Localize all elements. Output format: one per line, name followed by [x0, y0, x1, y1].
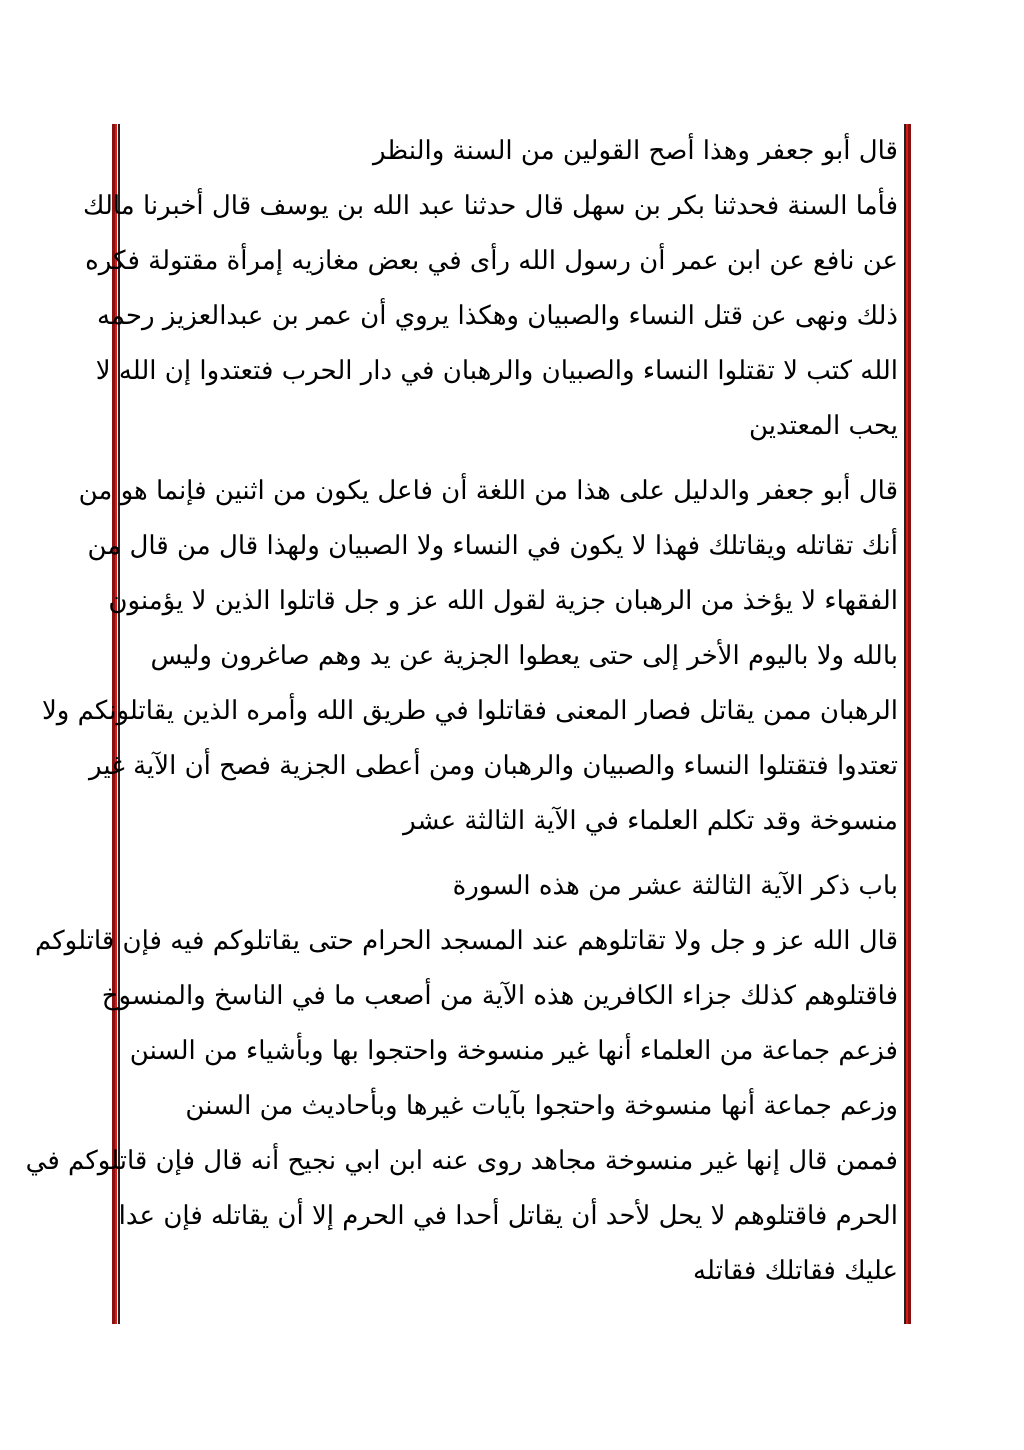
right-border-decoration	[904, 124, 912, 1324]
text-line: عن نافع عن ابن عمر أن رسول الله رأى في بعض مغازيه إمرأة مقتولة فكره	[85, 246, 898, 276]
text-line: الرهبان ممن يقاتل فصار المعنى فقاتلوا في طريق الله وأمره الذين يقاتلونكم ولا	[41, 696, 898, 726]
text-line: فممن قال إنها غير منسوخة مجاهد روى عنه ابن ابي نجيح أنه قال فإن قاتلوكم في	[25, 1146, 898, 1176]
text-line: قال أبو جعفر وهذا أصح القولين من السنة والنظر	[373, 136, 898, 166]
text-line: فاقتلوهم كذلك جزاء الكافرين هذه الآية من أصعب ما في الناسخ والمنسوخ	[101, 981, 898, 1011]
text-line: ذلك ونهى عن قتل النساء والصبيان وهكذا يروي أن عمر بن عبدالعزيز رحمه	[96, 301, 898, 331]
text-line: تعتدوا فتقتلوا النساء والصبيان والرهبان ومن أعطى الجزية فصح أن الآية غير	[89, 751, 898, 781]
paragraph-3	[25, 859, 902, 1299]
text-line: وزعم جماعة أنها منسوخة واحتجوا بآيات غيرها وبأحاديث من السنن	[185, 1091, 898, 1121]
text-line: الحرم فاقتلوهم لا يحل لأحد أن يقاتل أحدا في الحرم إلا أن يقاتله فإن عدا	[118, 1201, 898, 1231]
text-line: بالله ولا باليوم الأخر إلى حتى يعطوا الجزية عن يد وهم صاغرون وليس	[150, 641, 898, 671]
text-line: فزعم جماعة من العلماء أنها غير منسوخة واحتجوا بها وبأشياء من السنن	[129, 1036, 898, 1066]
text-line: قال الله عز و جل ولا تقاتلوهم عند المسجد الحرام حتى يقاتلوكم فيه فإن قاتلوكم	[34, 926, 898, 956]
text-line: الفقهاء لا يؤخذ من الرهبان جزية لقول الله عز و جل قاتلوا الذين لا يؤمنون	[108, 586, 898, 616]
text-line: فأما السنة فحدثنا بكر بن سهل قال حدثنا عبد الله بن يوسف قال أخبرنا مالك	[83, 191, 898, 221]
text-line: الله كتب لا تقتلوا النساء والصبيان والرهبان في دار الحرب فتعتدوا إن الله لا	[95, 356, 898, 386]
paragraph-1	[83, 124, 902, 454]
document-body	[25, 124, 902, 1299]
text-line: أنك تقاتله ويقاتلك فهذا لا يكون في النساء ولا الصبيان ولهذا قال من قال من	[87, 531, 898, 561]
text-line: منسوخة وقد تكلم العلماء في الآية الثالثة عشر	[403, 806, 898, 836]
text-line: قال أبو جعفر والدليل على هذا من اللغة أن فاعل يكون من اثنين فإنما هو من	[78, 476, 898, 506]
paragraph-2	[41, 464, 902, 849]
text-line: يحب المعتدين	[748, 411, 898, 441]
text-line: عليك فقاتلك فقاتله	[693, 1256, 898, 1286]
section-heading: باب ذكر الآية الثالثة عشر من هذه السورة	[452, 871, 898, 901]
